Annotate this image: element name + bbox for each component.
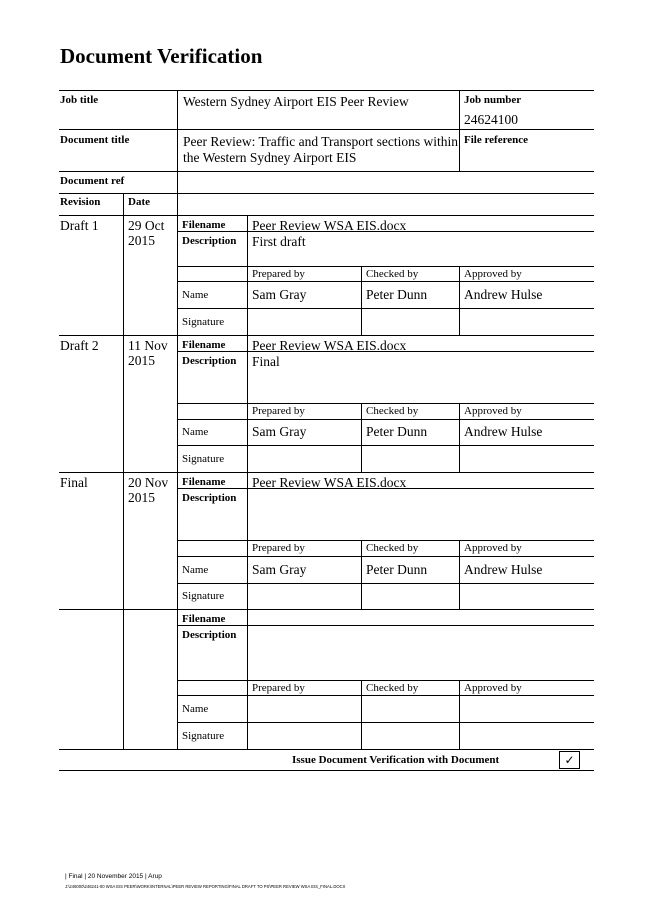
prepared-by-label: Prepared by xyxy=(252,542,305,554)
checked-by-name: Peter Dunn xyxy=(366,424,428,439)
table-rule xyxy=(459,403,460,472)
table-rule xyxy=(361,540,362,609)
checked-by-label: Checked by xyxy=(366,268,419,280)
table-rule xyxy=(59,335,594,336)
table-rule xyxy=(459,90,460,171)
revision-name: Draft 1 xyxy=(60,218,99,233)
description-label: Description xyxy=(182,492,237,504)
document-ref-label: Document ref xyxy=(60,175,125,187)
job-number-value: 24624100 xyxy=(464,112,518,127)
table-rule xyxy=(177,556,594,557)
table-rule xyxy=(177,193,178,215)
name-label: Name xyxy=(182,703,209,715)
table-rule xyxy=(177,583,594,584)
table-rule xyxy=(59,609,594,610)
checked-by-label: Checked by xyxy=(366,682,419,694)
revision-date-year: 2015 xyxy=(128,353,155,368)
description-value: First draft xyxy=(252,234,306,249)
filename-label: Filename xyxy=(182,613,226,625)
date-header: Date xyxy=(128,196,150,208)
job-number-label: Job number xyxy=(464,94,522,106)
prepared-by-label: Prepared by xyxy=(252,682,305,694)
table-rule xyxy=(177,609,178,749)
page-title: Document Verification xyxy=(60,44,263,68)
document-title-value: Peer Review: Traffic and Transport sections within the Western Sydney Airport EIS xyxy=(183,134,458,165)
issue-verification-label: Issue Document Verification with Document xyxy=(292,754,500,766)
table-rule xyxy=(177,625,594,626)
name-label: Name xyxy=(182,564,209,576)
table-rule xyxy=(361,403,362,472)
approved-by-name: Andrew Hulse xyxy=(464,424,543,439)
table-rule xyxy=(59,129,594,130)
filename-label: Filename xyxy=(182,339,226,351)
table-rule xyxy=(177,308,594,309)
revision-date: 29 Oct xyxy=(128,218,165,233)
table-rule xyxy=(59,770,594,771)
description-label: Description xyxy=(182,235,237,247)
table-rule xyxy=(247,609,248,749)
table-rule xyxy=(59,193,594,194)
prepared-by-name: Sam Gray xyxy=(252,287,307,302)
table-rule xyxy=(177,215,178,335)
description-label: Description xyxy=(182,355,237,367)
table-rule xyxy=(459,540,460,609)
name-label: Name xyxy=(182,426,209,438)
prepared-by-label: Prepared by xyxy=(252,405,305,417)
table-rule xyxy=(459,680,460,749)
description-label: Description xyxy=(182,629,237,641)
approved-by-label: Approved by xyxy=(464,405,522,417)
table-rule xyxy=(123,193,124,215)
table-rule xyxy=(177,540,594,541)
table-rule xyxy=(177,90,178,193)
revision-header: Revision xyxy=(60,196,101,208)
table-rule xyxy=(459,266,460,335)
table-rule xyxy=(177,722,594,723)
document-title-label: Document title xyxy=(60,134,130,146)
table-rule xyxy=(177,266,594,267)
table-rule xyxy=(177,680,594,681)
approved-by-label: Approved by xyxy=(464,268,522,280)
prepared-by-name: Sam Gray xyxy=(252,562,307,577)
table-rule xyxy=(177,403,594,404)
checked-by-label: Checked by xyxy=(366,405,419,417)
filename-value: Peer Review WSA EIS.docx xyxy=(252,338,407,353)
filename-label: Filename xyxy=(182,476,226,488)
revision-name: Final xyxy=(60,475,88,490)
name-label: Name xyxy=(182,289,209,301)
prepared-by-name: Sam Gray xyxy=(252,424,307,439)
revision-date: 20 Nov xyxy=(128,475,169,490)
filename-value: Peer Review WSA EIS.docx xyxy=(252,218,407,233)
revision-date: 11 Nov xyxy=(128,338,168,353)
revision-date-year: 2015 xyxy=(128,490,155,505)
table-rule xyxy=(123,472,124,609)
table-rule xyxy=(177,419,594,420)
footer-file-path: J:\246000\246241-00 WSA EIS PEER\WORK\INTERNAL\PEER REVIEW REPORTING\FINAL DRAFT TO PS\PEER REVIEW WSA EIS_FINAL.DOCX xyxy=(65,884,346,889)
table-rule xyxy=(177,445,594,446)
job-title-label: Job title xyxy=(60,94,99,106)
signature-label: Signature xyxy=(182,453,225,465)
signature-label: Signature xyxy=(182,730,225,742)
table-rule xyxy=(123,215,124,335)
signature-label: Signature xyxy=(182,590,225,602)
table-rule xyxy=(59,472,594,473)
approved-by-name: Andrew Hulse xyxy=(464,562,543,577)
approved-by-name: Andrew Hulse xyxy=(464,287,543,302)
prepared-by-label: Prepared by xyxy=(252,268,305,280)
job-title-value: Western Sydney Airport EIS Peer Review xyxy=(183,94,409,109)
filename-label: Filename xyxy=(182,219,226,231)
file-reference-label: File reference xyxy=(464,134,529,146)
revision-date-year: 2015 xyxy=(128,233,155,248)
footer-text: | Final | 20 November 2015 | Arup xyxy=(65,873,162,880)
table-rule xyxy=(59,90,594,91)
table-rule xyxy=(59,171,594,172)
revision-name: Draft 2 xyxy=(60,338,99,353)
description-value: Final xyxy=(252,354,280,369)
issue-verification-checkbox[interactable]: ✓ xyxy=(559,751,580,769)
filename-value: Peer Review WSA EIS.docx xyxy=(252,475,407,490)
table-rule xyxy=(123,609,124,749)
table-rule xyxy=(123,335,124,472)
table-rule xyxy=(361,266,362,335)
checked-by-name: Peter Dunn xyxy=(366,287,428,302)
checked-by-name: Peter Dunn xyxy=(366,562,428,577)
signature-label: Signature xyxy=(182,316,225,328)
table-rule xyxy=(361,680,362,749)
checked-by-label: Checked by xyxy=(366,542,419,554)
table-rule xyxy=(59,749,594,750)
approved-by-label: Approved by xyxy=(464,542,522,554)
approved-by-label: Approved by xyxy=(464,682,522,694)
table-rule xyxy=(247,215,248,335)
table-rule xyxy=(59,215,594,216)
